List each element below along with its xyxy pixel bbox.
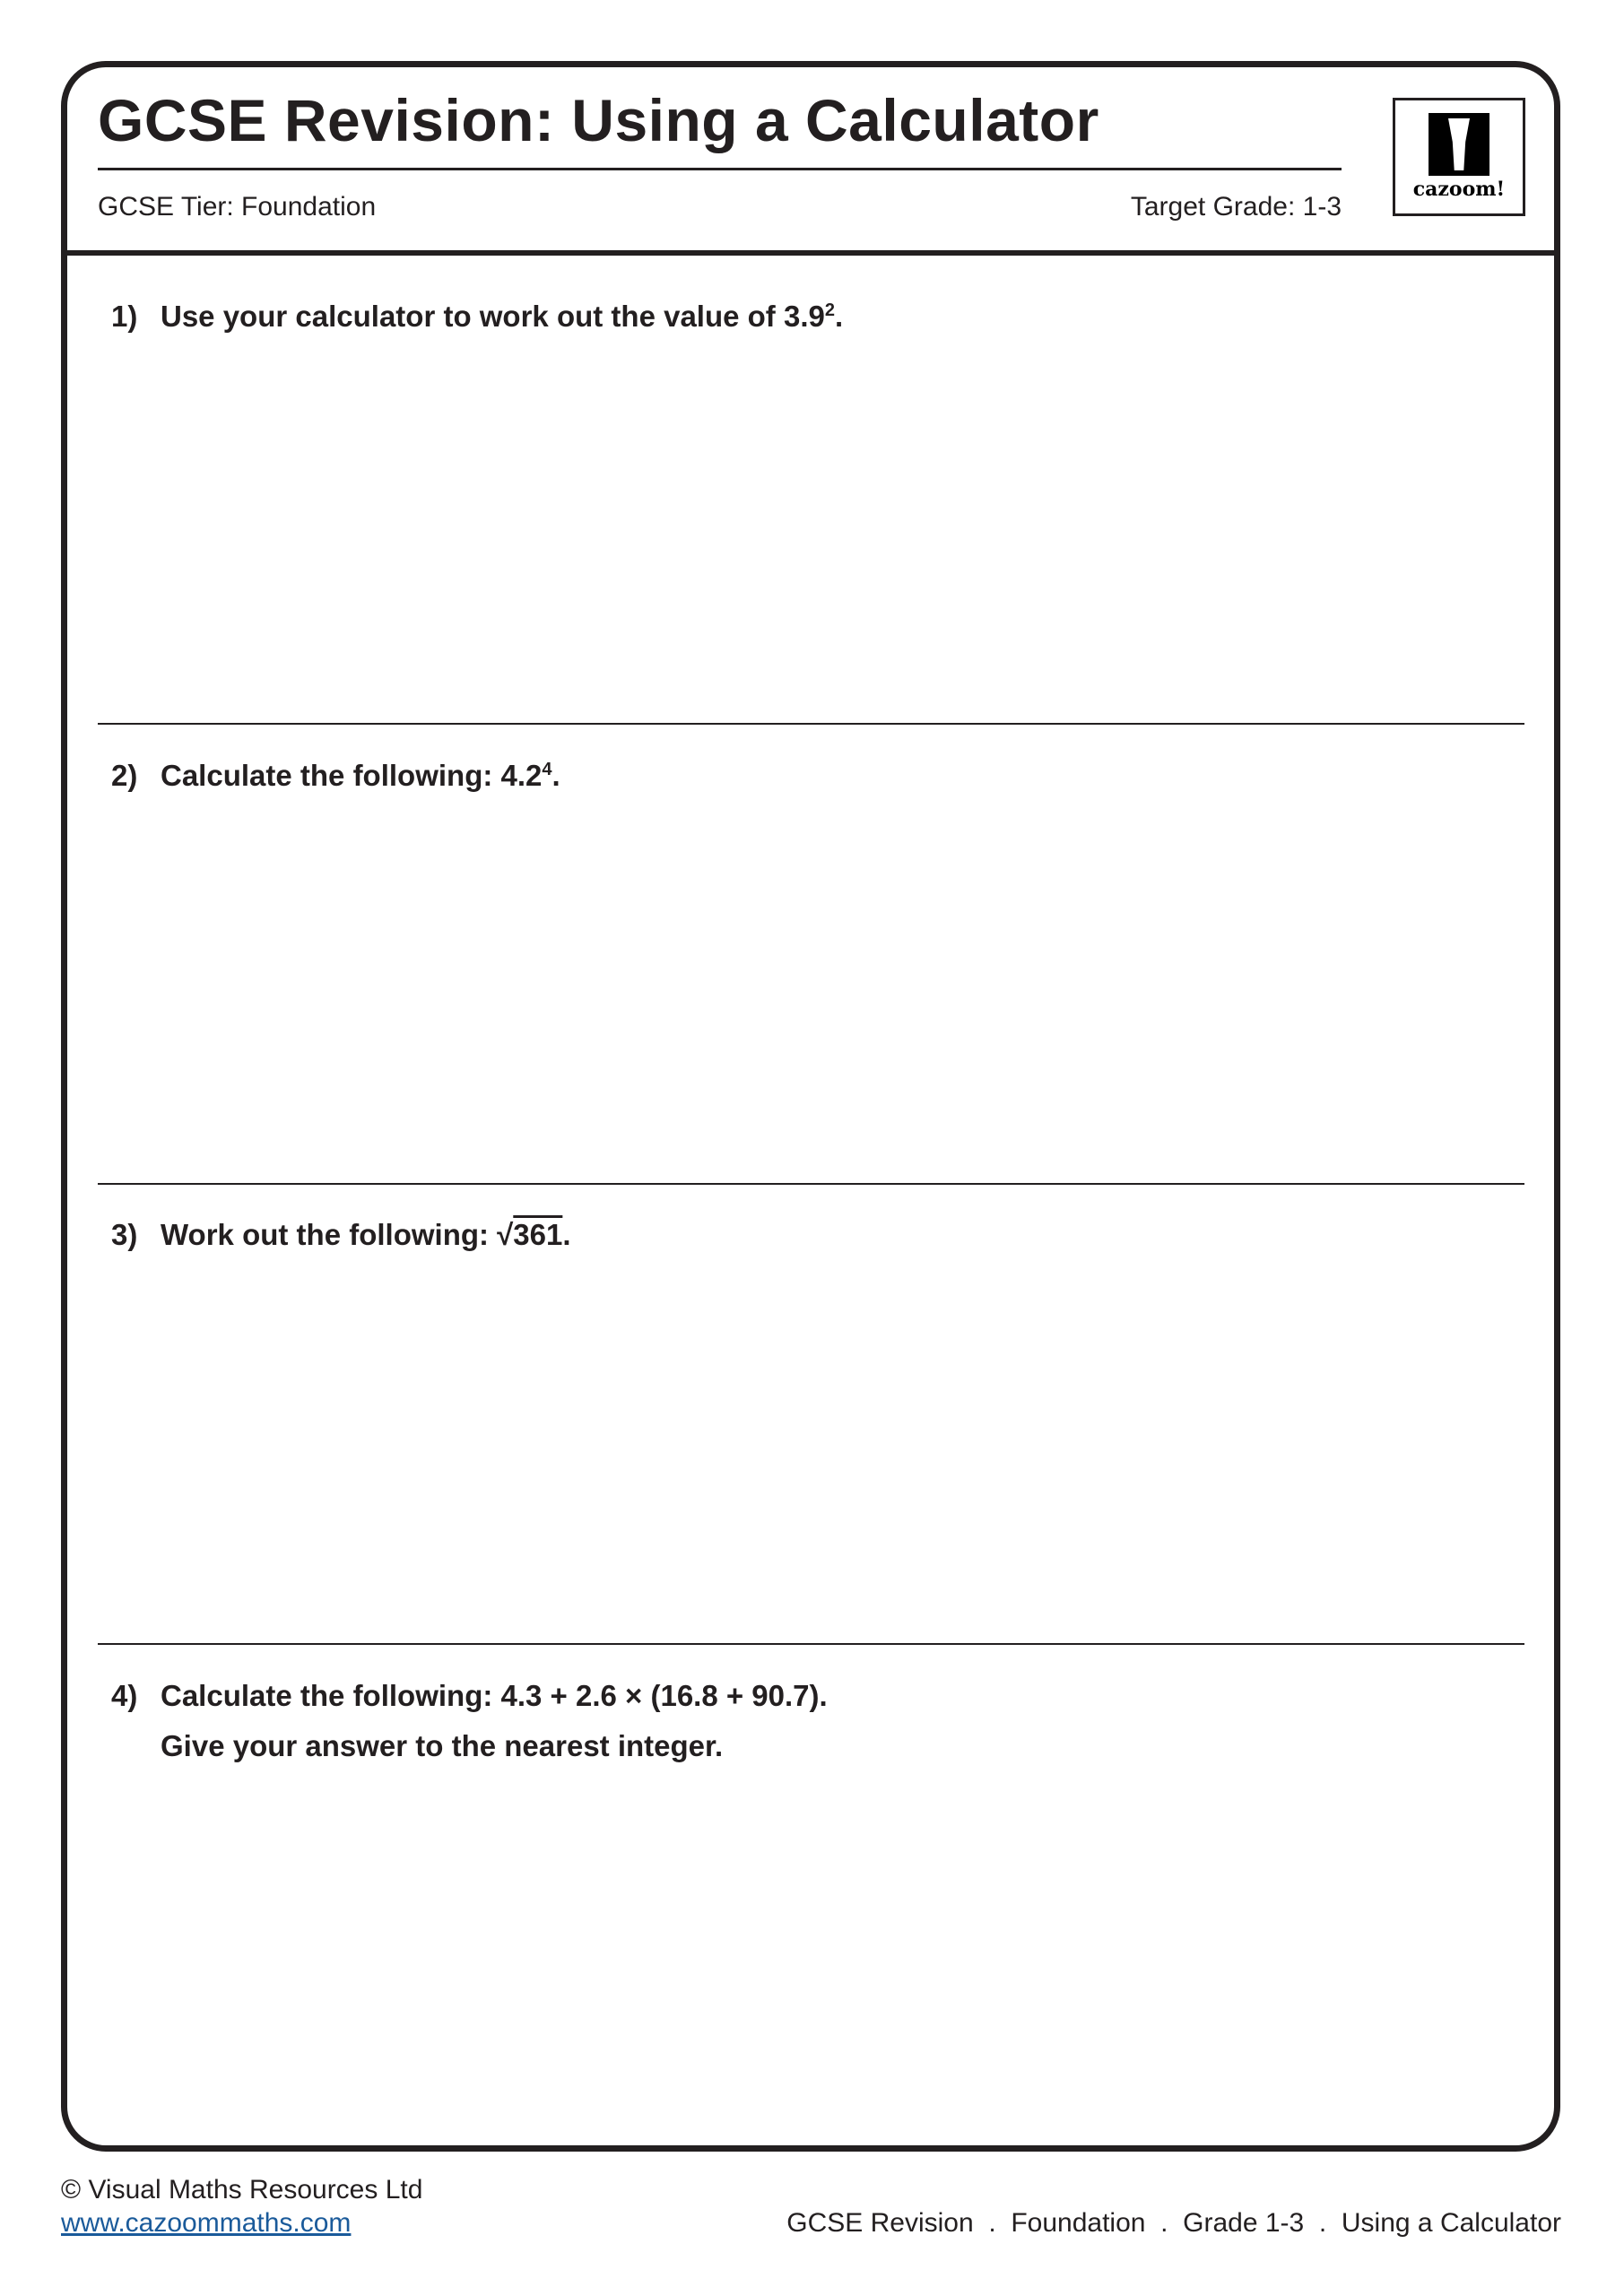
answer-divider: [98, 1183, 1524, 1185]
exponent: 2: [824, 300, 835, 320]
page-title: GCSE Revision: Using a Calculator: [98, 87, 1099, 153]
punct: .: [834, 300, 844, 333]
logo-text: cazoom!: [1412, 178, 1506, 201]
worksheet-frame: [61, 61, 1560, 2152]
punct: .: [562, 1218, 571, 1251]
question-number: 1): [111, 300, 138, 333]
question-text: Work out the following: √: [161, 1218, 514, 1251]
question-3: [111, 1218, 571, 1252]
question-instruction: Give your answer to the nearest integer.: [161, 1729, 724, 1762]
radicand: 361: [513, 1218, 563, 1251]
copyright: © Visual Maths Resources Ltd: [61, 2175, 423, 2205]
footer-breadcrumb: GCSE Revision . Foundation . Grade 1-3 . Using a Calculator: [786, 2208, 1561, 2238]
drum-icon: [1429, 113, 1489, 176]
question-number: 4): [111, 1679, 138, 1712]
question-1: [111, 300, 843, 334]
question-number: 2): [111, 759, 138, 792]
question-text: Calculate the following: 4.3 + 2.6 × (16.8 + 90.7).: [161, 1679, 828, 1712]
tier-label: GCSE Tier: Foundation: [98, 192, 377, 222]
title-divider: [98, 168, 1342, 170]
question-text: Use your calculator to work out the value of 3.9: [161, 300, 825, 333]
punct: .: [551, 759, 560, 792]
cazoom-logo: [1393, 98, 1525, 216]
answer-divider: [98, 1643, 1524, 1645]
website-link[interactable]: www.cazoommaths.com: [61, 2208, 352, 2238]
target-grade-label: Target Grade: 1-3: [1130, 192, 1342, 222]
answer-divider: [98, 723, 1524, 725]
question-number: 3): [111, 1218, 138, 1251]
header-divider: [61, 250, 1560, 256]
question-2: [111, 759, 560, 793]
question-4: [111, 1679, 828, 1763]
exponent: 4: [542, 760, 552, 779]
question-text: Calculate the following: 4.2: [161, 759, 543, 792]
